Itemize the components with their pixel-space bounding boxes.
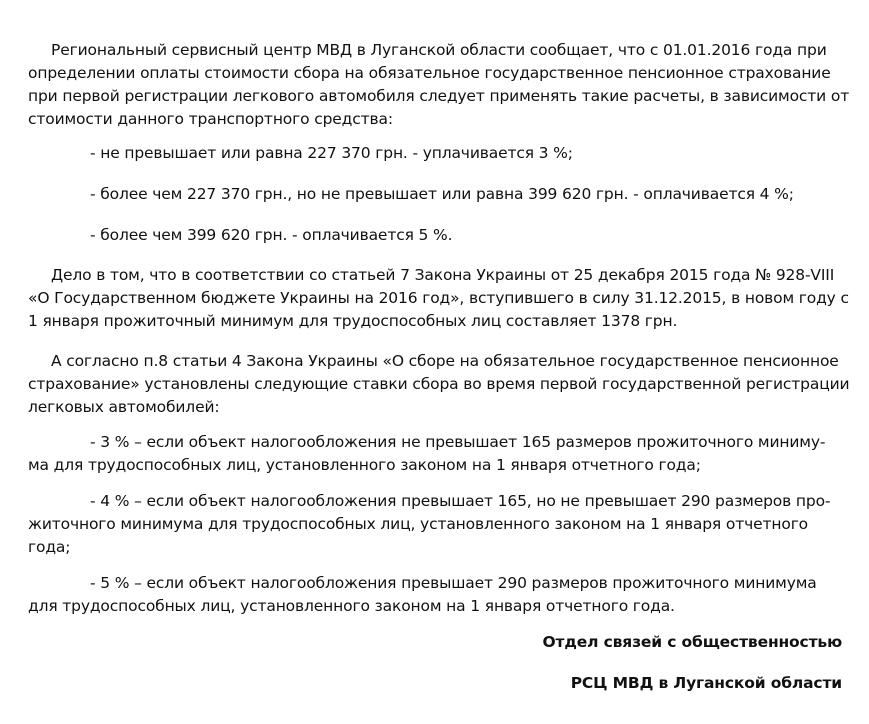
intro-line-1: Региональный сервисный центр МВД в Луганской области сообщает, что с 01.01.2016 года при: [51, 41, 827, 59]
rates-intro-line-3: легковых автомобилей:: [28, 398, 220, 416]
law-line-2: «О Государственном бюджете Украины на 2016 год», вступившего в силу 31.12.2015, в новом году с: [28, 289, 849, 307]
intro-line-2: определении оплаты стоимости сбора на обязательное государственное пенсионное страхование: [28, 64, 831, 82]
rate-item-2: - более чем 227 370 грн., но не превышает или равна 399 620 грн. - оплачивается 4 %;: [90, 185, 794, 203]
law-rate-4-line-2: житочного минимума для трудоспособных лиц, установленного законом на 1 января отчетного: [28, 515, 809, 533]
rates-intro-line-1: А согласно п.8 статьи 4 Закона Украины «О сборе на обязательное государственное пенсионное: [51, 352, 839, 370]
law-line-1: Дело в том, что в соответствии со статьей 7 Закона Украины от 25 декабря 2015 года № 928-VIII: [51, 266, 835, 284]
intro-line-4: стоимости данного транспортного средства:: [28, 110, 393, 128]
law-rate-3-line-2: ма для трудоспособных лиц, установленного законом на 1 января отчетного года;: [28, 456, 701, 474]
law-rate-4-line-1: - 4 % – если объект налогообложения превышает 165, но не превышает 290 размеров про-: [90, 492, 831, 510]
rate-item-1: - не превышает или равна 227 370 грн. - уплачивается 3 %;: [90, 144, 573, 162]
rate-item-3: - более чем 399 620 грн. - оплачивается 5 %.: [90, 226, 453, 244]
signature-department: Отдел связей с общественностью: [542, 633, 842, 651]
law-line-3: 1 января прожиточный минимум для трудоспособных лиц составляет 1378 грн.: [28, 312, 678, 330]
rates-intro-line-2: страхование» установлены следующие ставки сбора во время первой государственной регистрации: [28, 375, 850, 393]
law-rate-4-line-3: года;: [28, 538, 71, 556]
law-rate-5-line-2: для трудоспособных лиц, установленного законом на 1 января отчетного года.: [28, 597, 675, 615]
law-rate-3-line-1: - 3 % – если объект налогообложения не превышает 165 размеров прожиточного миниму-: [90, 433, 826, 451]
intro-line-3: при первой регистрации легкового автомобиля следует применять такие расчеты, в зависимости от: [28, 87, 850, 105]
law-rate-5-line-1: - 5 % – если объект налогообложения превышает 290 размеров прожиточного минимума: [90, 574, 817, 592]
signature-organization: РСЦ МВД в Луганской области: [570, 674, 842, 692]
